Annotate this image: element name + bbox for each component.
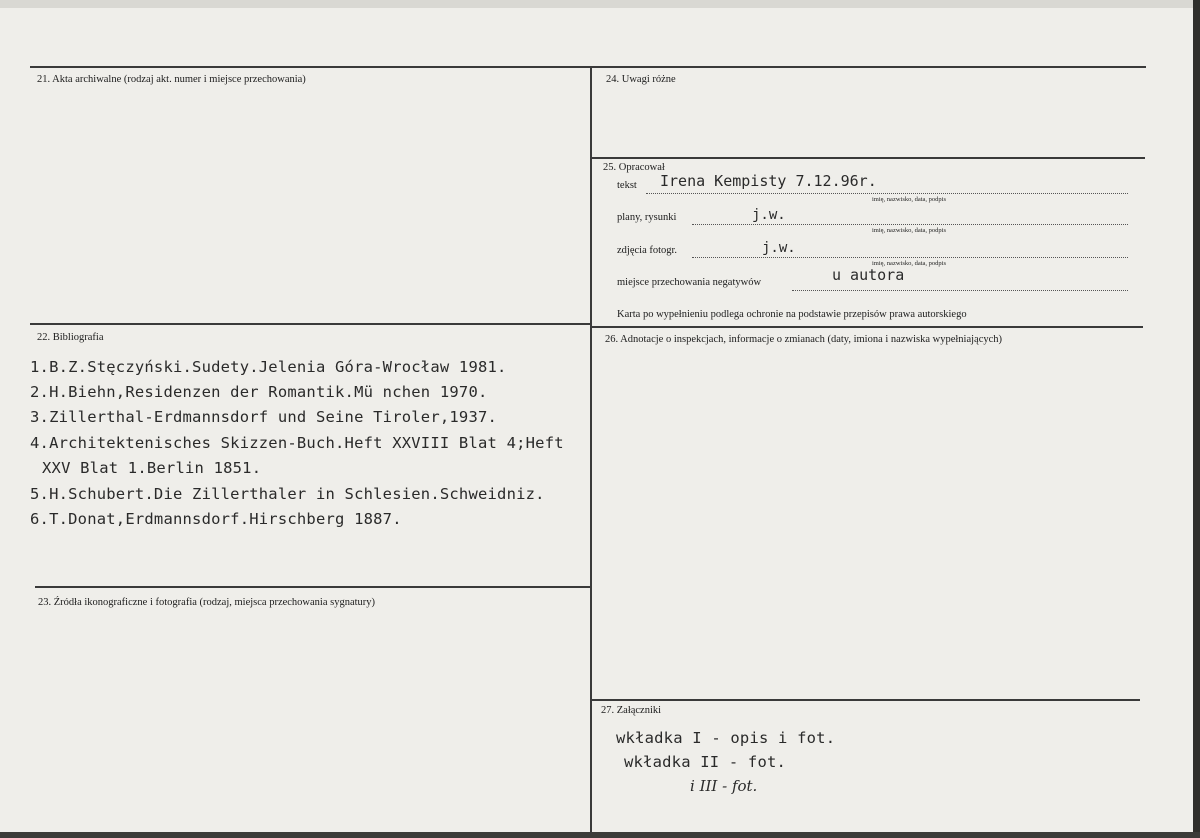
zdjecia-value: j.w. bbox=[762, 240, 796, 256]
attachment-1: wkładka I - opis i fot. bbox=[616, 729, 836, 747]
section-27-label: 27. Załączniki bbox=[601, 705, 662, 716]
section-21-label: 21. Akta archiwalne (rodzaj akt. numer i miejsce przechowania) bbox=[37, 74, 306, 85]
center-divider bbox=[590, 66, 592, 834]
tekst-label: tekst bbox=[617, 180, 637, 191]
negatywy-value: u autora bbox=[832, 266, 905, 284]
zdjecia-line bbox=[692, 257, 1128, 258]
zdjecia-caption: imię, nazwisko, data, podpis bbox=[872, 260, 947, 267]
bibliography-entry-2: 2.H.Biehn,Residenzen der Romantik.Mü nchen 1970. bbox=[30, 383, 488, 401]
tekst-value: Irena Kempisty 7.12.96r. bbox=[660, 172, 877, 190]
copyright-note: Karta po wypełnieniu podlega ochronie na podstawie przepisów prawa autorskiego bbox=[617, 309, 967, 320]
divider-22-23 bbox=[35, 586, 590, 588]
divider-25-26 bbox=[592, 326, 1143, 328]
paper-top-edge bbox=[0, 0, 1200, 8]
bibliography-entry-5: 5.H.Schubert.Die Zillerthaler in Schlesien.Schweidniz. bbox=[30, 485, 545, 503]
section-25-label: 25. Opracował bbox=[603, 162, 665, 173]
negatywy-label: miejsce przechowania negatywów bbox=[617, 277, 762, 288]
section-26-label: 26. Adnotacje o inspekcjach, informacje o zmianach (daty, imiona i nazwiska wypełniających) bbox=[605, 334, 1003, 345]
divider-21-22 bbox=[30, 323, 590, 325]
divider-24-25 bbox=[592, 157, 1145, 159]
bibliography-entry-3: 3.Zillerthal-Erdmannsdorf und Seine Tiroler,1937. bbox=[30, 408, 498, 426]
tekst-line bbox=[646, 193, 1128, 194]
section-22-label: 22. Bibliografia bbox=[37, 332, 104, 343]
plany-caption: imię, nazwisko, data, podpis bbox=[872, 227, 947, 234]
plany-value: j.w. bbox=[752, 207, 786, 223]
tekst-caption: imię, nazwisko, data, podpis bbox=[872, 196, 947, 203]
plany-label: plany, rysunki bbox=[617, 212, 677, 223]
section-24-label: 24. Uwagi różne bbox=[606, 74, 676, 85]
plany-line bbox=[692, 224, 1128, 225]
paper-right-edge bbox=[1193, 0, 1200, 838]
negatywy-line bbox=[792, 290, 1128, 291]
bibliography-entry-6: 6.T.Donat,Erdmannsdorf.Hirschberg 1887. bbox=[30, 510, 402, 528]
top-border bbox=[30, 66, 1146, 68]
bibliography-entry-4-cont: XXV Blat 1.Berlin 1851. bbox=[42, 459, 262, 477]
section-23-label: 23. Źródła ikonograficzne i fotografia (rodzaj, miejsca przechowania sygnatury) bbox=[38, 597, 376, 608]
zdjecia-label: zdjęcia fotogr. bbox=[617, 245, 678, 256]
bibliography-entry-1: 1.B.Z.Stęczyński.Sudety.Jelenia Góra-Wrocław 1981. bbox=[30, 358, 507, 376]
bibliography-entry-4: 4.Architektenisches Skizzen-Buch.Heft XXVIII Blat 4;Heft bbox=[30, 434, 564, 452]
paper-bottom-edge bbox=[0, 832, 1200, 838]
attachment-2: wkładka II - fot. bbox=[624, 753, 787, 771]
attachment-3-handwritten: i III - fot. bbox=[690, 777, 758, 795]
divider-26-27 bbox=[592, 699, 1140, 701]
